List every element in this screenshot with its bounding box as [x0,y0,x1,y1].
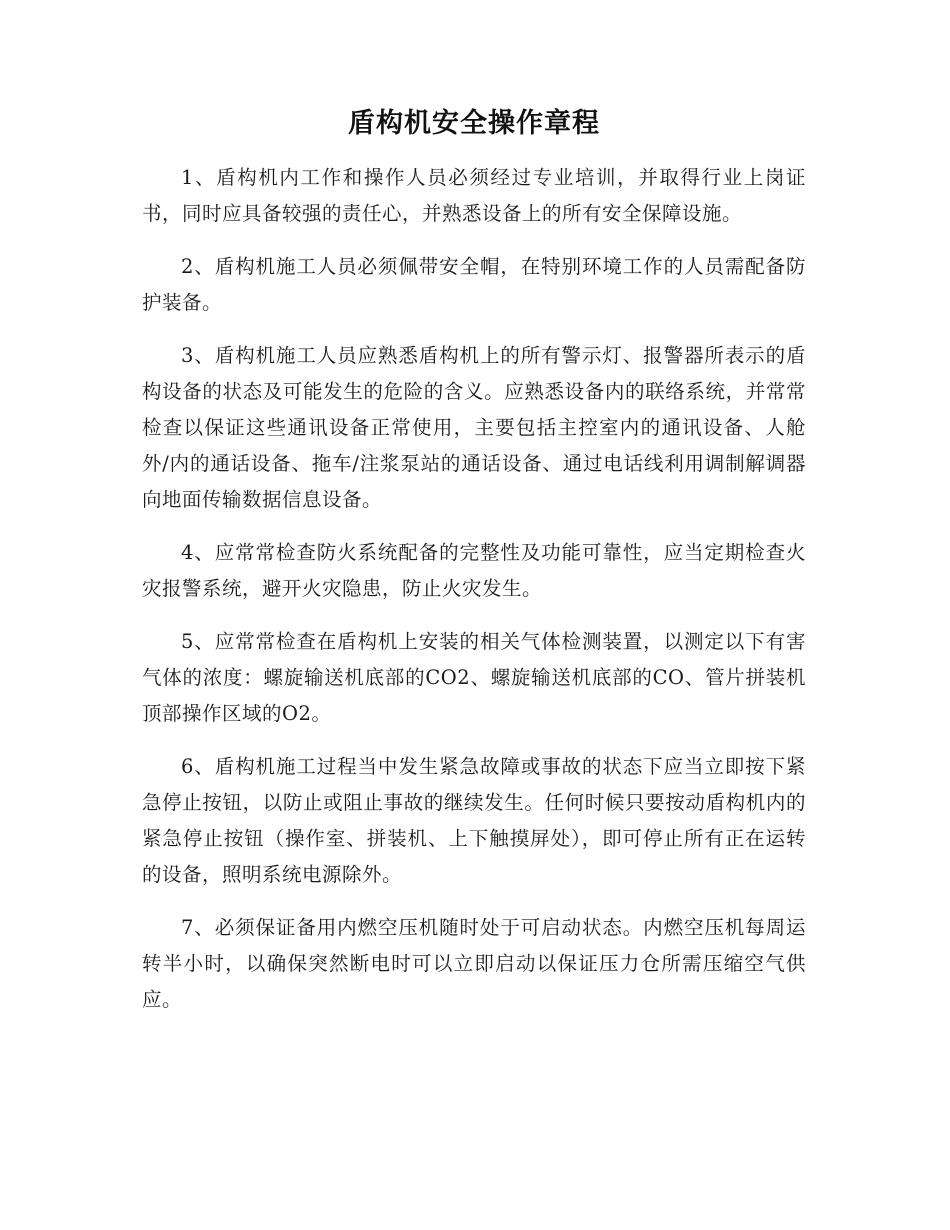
paragraph-5: 5、应常常检查在盾构机上安装的相关气体检测装置，以测定以下有害气体的浓度：螺旋输送机底部的CO2、螺旋输送机底部的CO、管片拼装机顶部操作区域的O2。 [142,630,806,725]
paragraph-6: 6、盾构机施工过程当中发生紧急故障或事故的状态下应当立即按下紧急停止按钮，以防止或阻止事故的继续发生。任何时候只要按动盾构机内的紧急停止按钮（操作室、拼装机、上下触摸屏处），即可停止所有正在运转的设备，照明系统电源除外。 [142,755,806,886]
paragraph-4: 4、应常常检查防火系统配备的完整性及功能可靠性，应当定期检查火灾报警系统，避开火灾隐患，防止火灾发生。 [142,541,806,600]
paragraph-3: 3、盾构机施工人员应熟悉盾构机上的所有警示灯、报警器所表示的盾构设备的状态及可能发生的危险的含义。应熟悉设备内的联络系统，并常常检查以保证这些通讯设备正常使用，主要包括主控室内的通讯设备、人舱外/内的通话设备、拖车/注浆泵站的通话设备、通过电话线利用调制解调器向地面传输数据信息设备。 [142,344,806,511]
paragraph-1: 1、盾构机内工作和操作人员必须经过专业培训，并取得行业上岗证书，同时应具备较强的责任心，并熟悉设备上的所有安全保障设施。 [142,166,806,225]
paragraph-7: 7、必须保证备用内燃空压机随时处于可启动状态。内燃空压机每周运转半小时，以确保突然断电时可以立即启动以保证压力仓所需压缩空气供应。 [142,916,806,1011]
paragraph-2: 2、盾构机施工人员必须佩带安全帽，在特别环境工作的人员需配备防护装备。 [142,255,806,314]
document-page [142,104,806,1035]
document-title: 盾构机安全操作章程 [348,108,600,139]
